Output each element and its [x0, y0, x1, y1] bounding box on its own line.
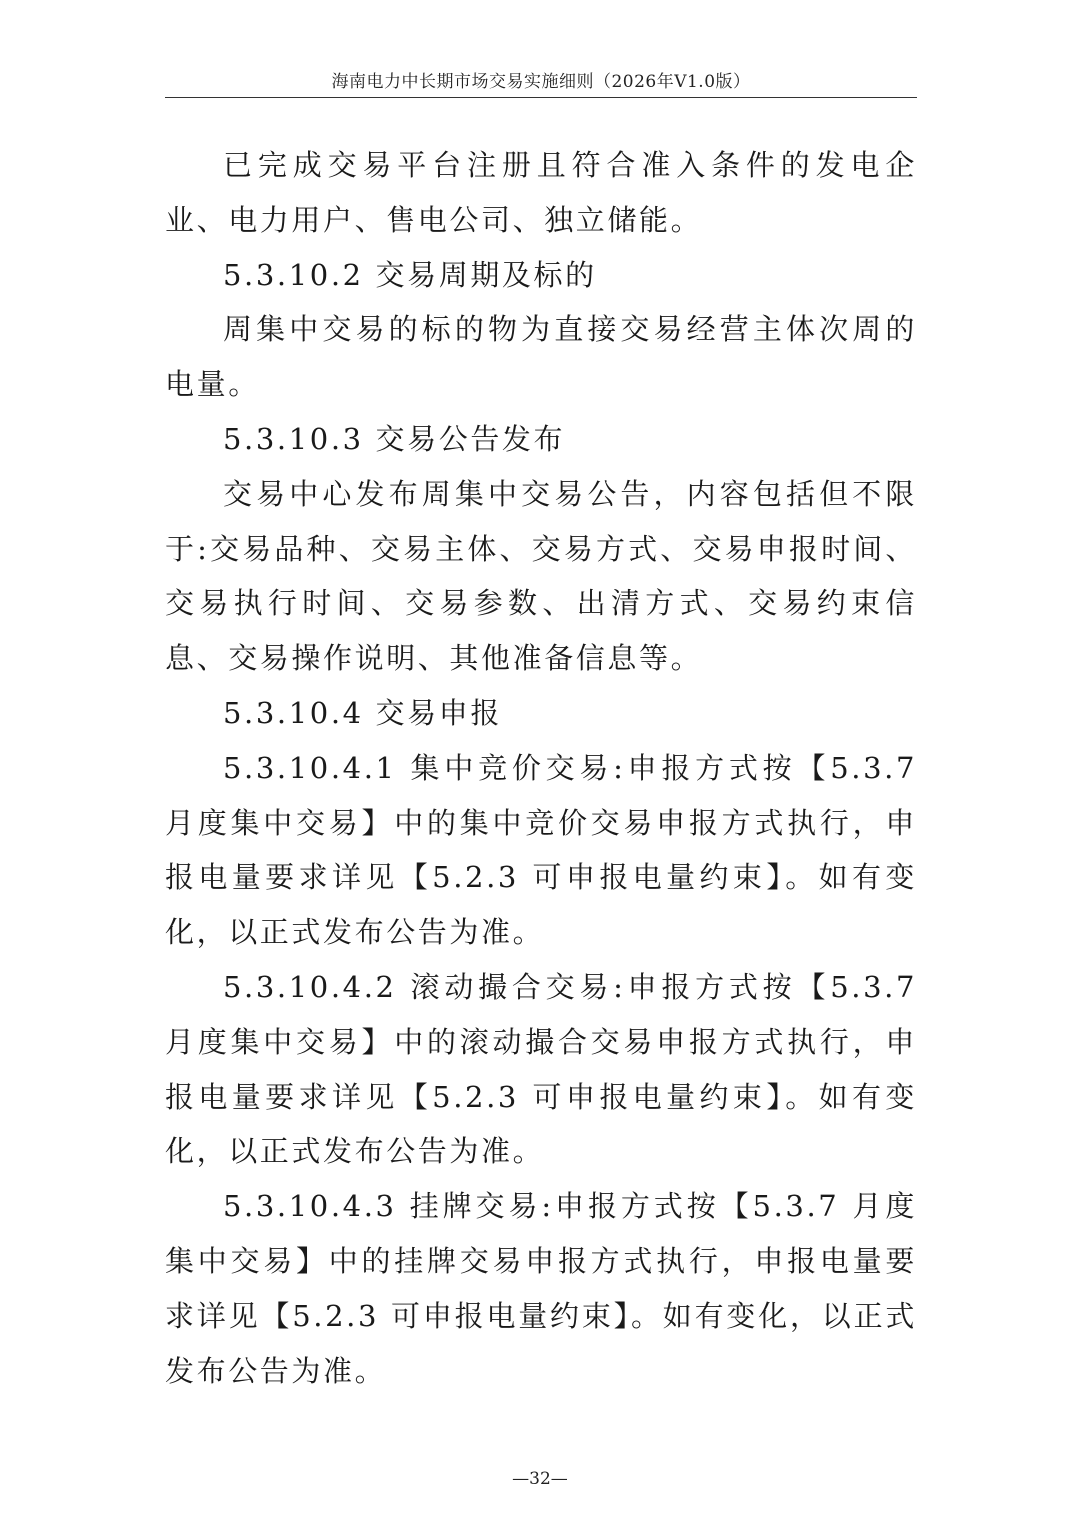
paragraph-rolling-matching: 5.3.10.4.2 滚动撮合交易:申报方式按【5.3.7 月度集中交易】中的滚动撮合交易申报方式执行，申报电量要求详见【5.2.3 可申报电量约束】。如有变化，以正式发布公告为准。	[165, 969, 917, 1169]
paragraph-trade-object: 周集中交易的标的物为直接交易经营主体次周的电量。	[165, 312, 917, 402]
page-number: —32—	[512, 1469, 568, 1489]
header-rule	[165, 97, 917, 98]
paragraph-announcement: 交易中心发布周集中交易公告，内容包括但不限于:交易品种、交易主体、交易方式、交易申报时间、交易执行时间、交易参数、出清方式、交易约束信息、交易操作说明、其他准备信息等。	[165, 476, 917, 676]
heading-5-3-10-2: 5.3.10.2 交易周期及标的	[223, 257, 597, 292]
document-body	[165, 138, 917, 1398]
paragraph-centralized-bidding: 5.3.10.4.1 集中竞价交易:申报方式按【5.3.7 月度集中交易】中的集中竞价交易申报方式执行，申报电量要求详见【5.2.3 可申报电量约束】。如有变化，以正式发布公告为准。	[165, 750, 917, 950]
heading-5-3-10-3: 5.3.10.3 交易公告发布	[223, 421, 566, 456]
paragraph-listing-trade: 5.3.10.4.3 挂牌交易:申报方式按【5.3.7 月度集中交易】中的挂牌交易申报方式执行，申报电量要求详见【5.2.3 可申报电量约束】。如有变化，以正式发布公告为准。	[165, 1189, 917, 1388]
heading-5-3-10-4: 5.3.10.4 交易申报	[223, 695, 502, 730]
paragraph-participants: 已完成交易平台注册且符合准入条件的发电企业、电力用户、售电公司、独立储能。	[165, 148, 917, 237]
running-header: 海南电力中长期市场交易实施细则（2026年V1.0版）	[331, 72, 751, 92]
